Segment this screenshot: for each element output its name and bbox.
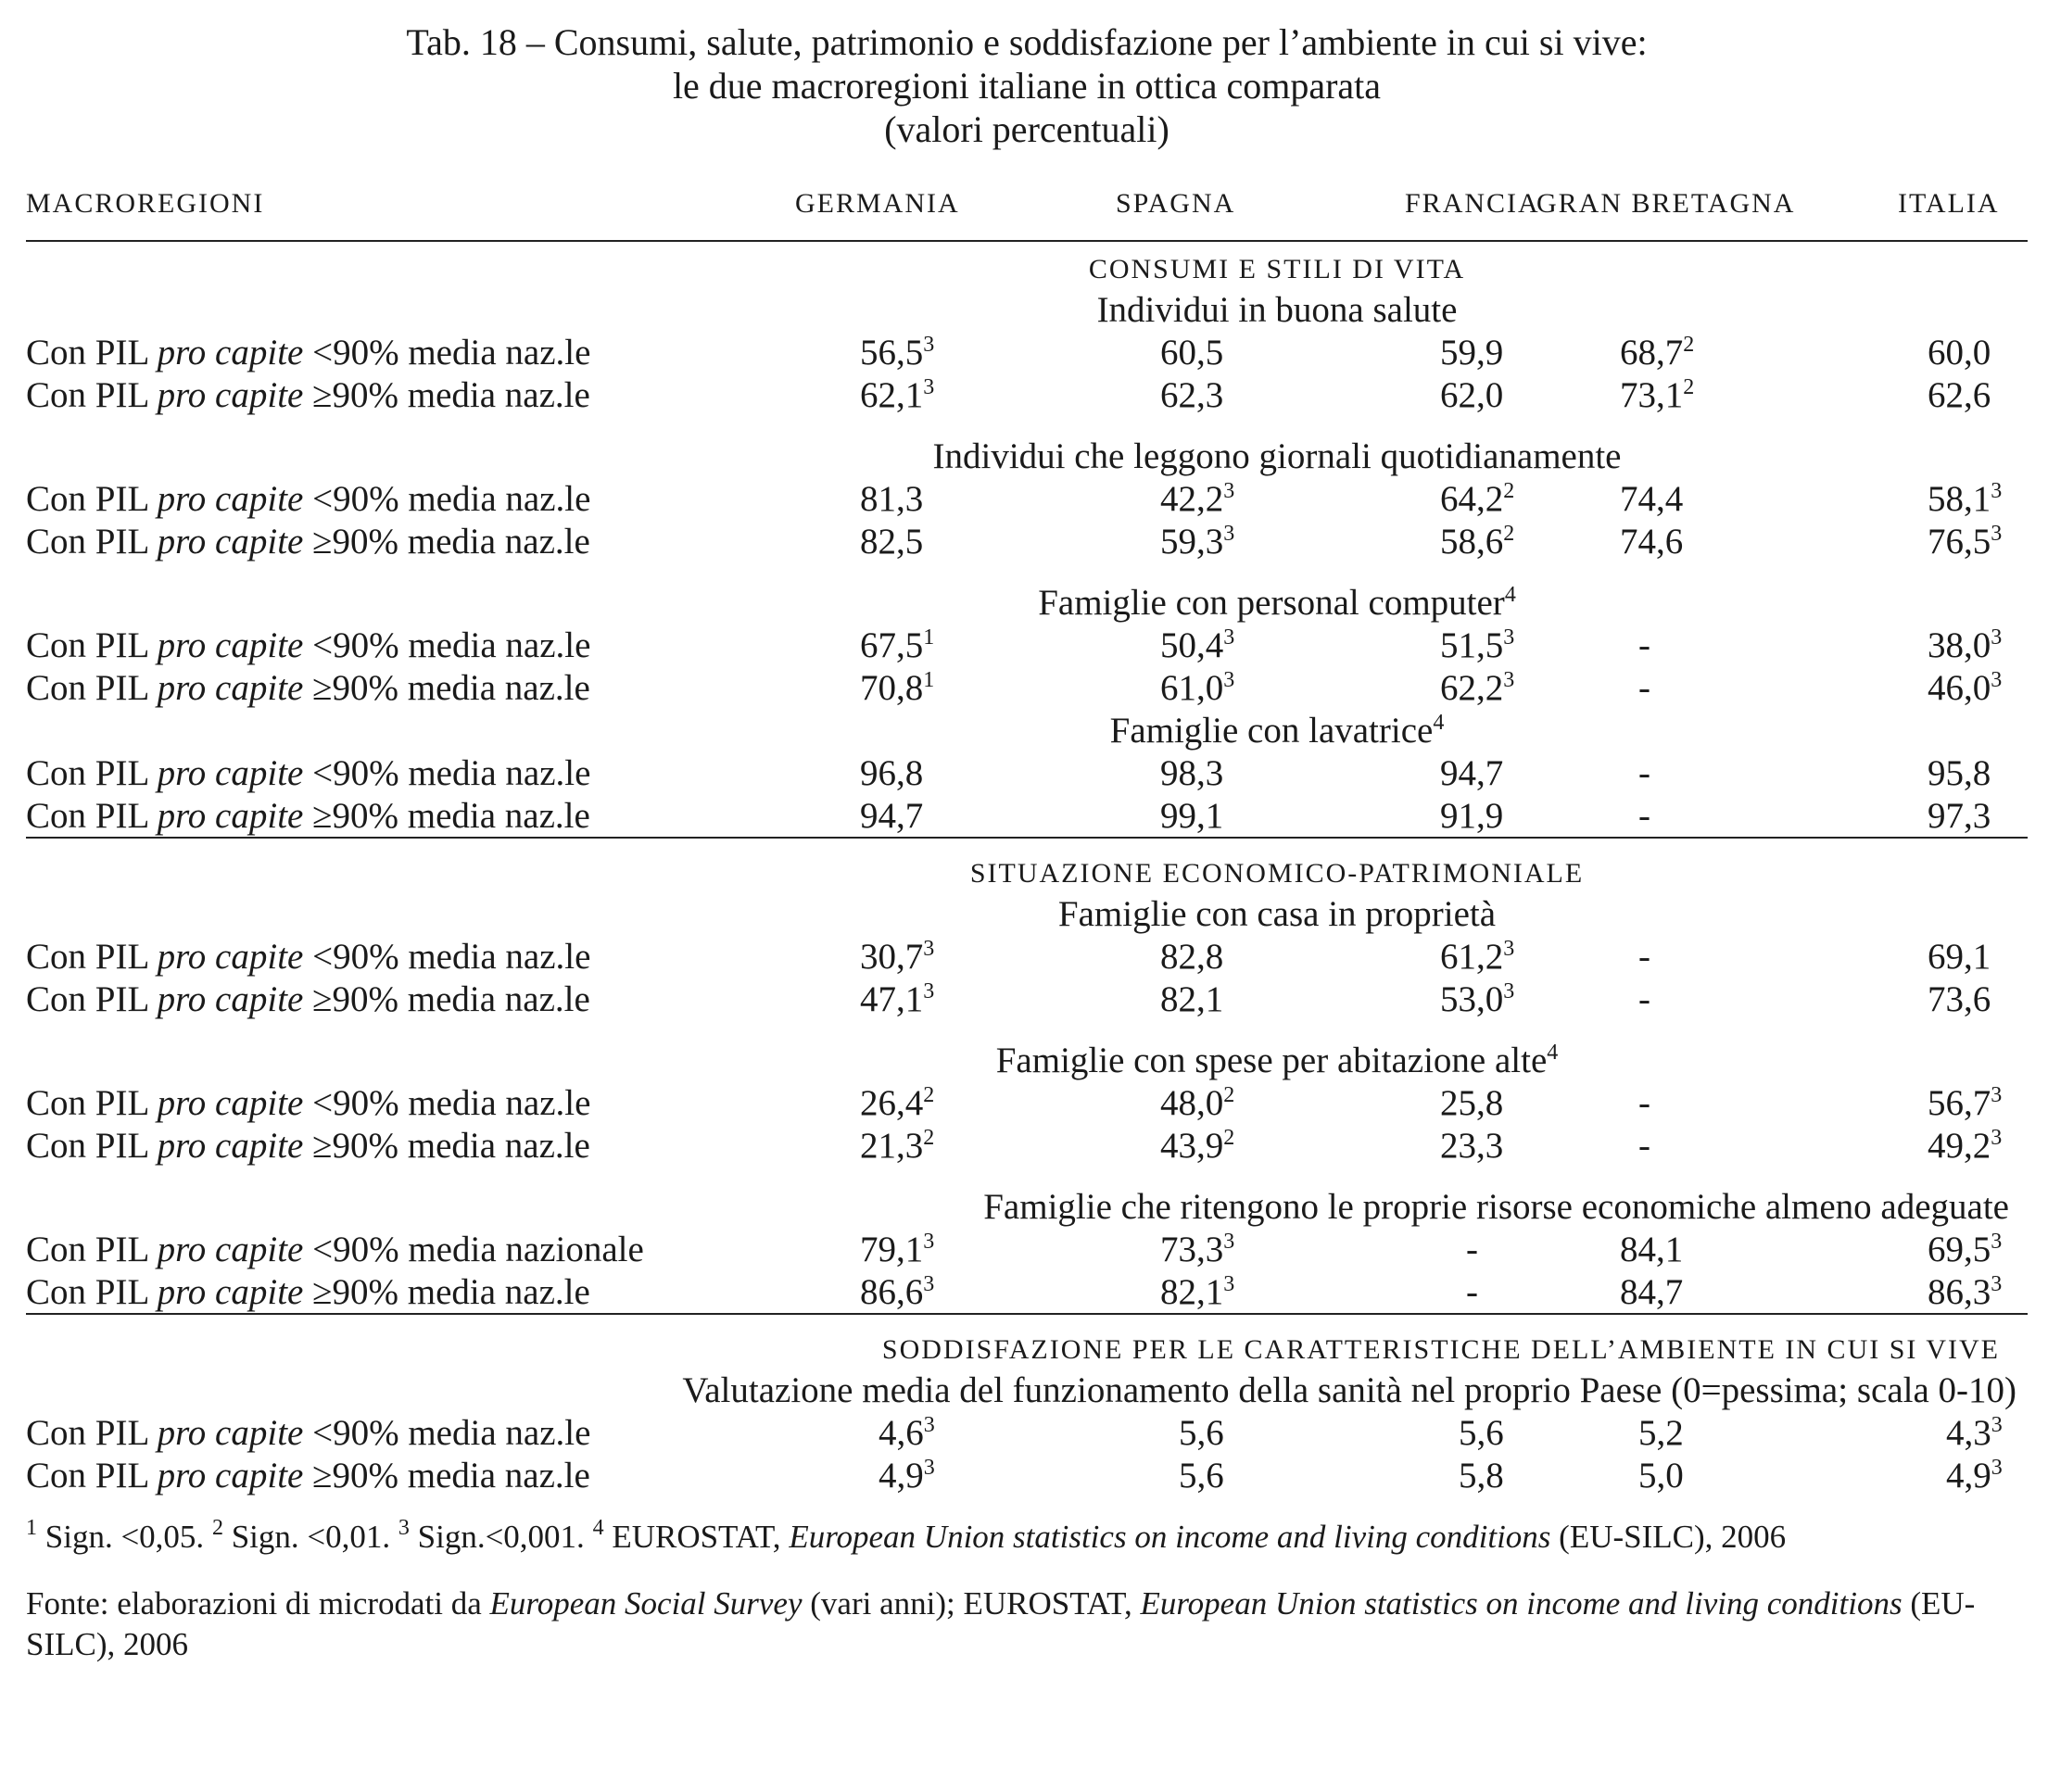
row-label: Con PIL pro capite ≥90% media naz.le	[26, 667, 590, 708]
table-row: Con PIL pro capite ≥90% media naz.le 62,1$^3$ 62,3 62,0 73,1$^2$ 62,6	[26, 374, 1991, 415]
cell-value: 73,3	[1160, 1229, 1224, 1269]
cell-value: 69,1	[1928, 936, 1991, 977]
title-line-2: le due macroregioni italiane in ottica comparata	[672, 65, 1382, 107]
row-label: Con PIL pro capite ≥90% media naz.le	[26, 795, 590, 836]
cell-value: 84,7	[1620, 1271, 1684, 1312]
cell-value: 60,0	[1928, 332, 1991, 372]
cell-value: 60,5	[1160, 332, 1224, 372]
cell-value: 67,5	[860, 625, 924, 665]
table-row: Con PIL pro capite <90% media naz.le 81,3 42,2$^3$ 64,2$^2$ 74,4 58,1$^3$	[26, 478, 2003, 519]
table-row: Con PIL pro capite <90% media nazionale 79,1$^3$ 73,3$^3$ - 84,1 69,5$^3$	[26, 1229, 2003, 1269]
table-title	[26, 20, 2028, 151]
cell-value: -	[1638, 1082, 1650, 1123]
cell-value: 5,6	[1459, 1412, 1504, 1453]
header-macroregioni: MACROREGIONI	[26, 188, 740, 241]
subsection-title: Individui in buona salute	[1096, 289, 1458, 330]
title-line-1: Tab. 18 – Consumi, salute, patrimonio e soddisfazione per l’ambiente in cui si vive:	[406, 21, 1648, 63]
cell-value: -	[1466, 1229, 1478, 1269]
cell-value: -	[1638, 1125, 1650, 1166]
header-francia: FRANCIA	[1277, 188, 1527, 241]
row-label: Con PIL pro capite ≥90% media naz.le	[26, 1125, 590, 1166]
table-row	[26, 794, 2028, 838]
row-label: Con PIL pro capite ≥90% media naz.le	[26, 1271, 590, 1312]
subsection-title: Valutazione media del funzionamento della sanità nel proprio Paese (0=pessima; scala 0-10)	[682, 1369, 2016, 1410]
cell-value: 4,9	[1946, 1455, 1991, 1495]
cell-value: 5,6	[1179, 1412, 1224, 1453]
cell-value: -	[1638, 625, 1650, 665]
subsection-title: Famiglie con lavatrice$^4$	[1109, 710, 1445, 751]
section-title: SITUAZIONE ECONOMICO-PATRIMONIALE	[26, 838, 2028, 892]
source-note: Fonte: elaborazioni di microdati da European Social Survey (vari anni); EUROSTAT, European Union statistics on income and living conditions (EU-SILC), 2006	[26, 1585, 1976, 1662]
table-row: Con PIL pro capite ≥90% media naz.le 47,1$^3$ 82,1 53,0$^3$ - 73,6	[26, 978, 1991, 1019]
table-row	[26, 751, 2028, 794]
cell-value: 68,7	[1620, 332, 1684, 372]
row-label: Con PIL pro capite <90% media naz.le	[26, 1082, 591, 1123]
cell-value: 86,6	[860, 1271, 924, 1312]
cell-value: 59,9	[1440, 332, 1504, 372]
cell-value: 4,6	[879, 1412, 924, 1453]
row-label: Con PIL pro capite <90% media naz.le	[26, 752, 591, 793]
subsection-title: Famiglie con casa in proprietà	[1057, 893, 1497, 934]
header-gran-bretagna: GRAN BRETAGNA	[1527, 188, 1805, 241]
row-label: Con PIL pro capite <90% media naz.le	[26, 625, 591, 665]
subsection-title: Famiglie che ritengono le proprie risorse economiche almeno adeguate	[983, 1186, 2009, 1227]
cell-value: -	[1638, 795, 1650, 836]
cell-value: 96,8	[860, 752, 924, 793]
cell-value: 43,9	[1160, 1125, 1224, 1166]
cell-value: -	[1638, 752, 1650, 793]
cell-value: 42,2	[1160, 478, 1224, 519]
table-row: Con PIL pro capite <90% media naz.le 26,4$^2$ 48,0$^2$ 25,8 - 56,7$^3$	[26, 1082, 2003, 1123]
section-title: SODDISFAZIONE PER LE CARATTERISTICHE DELL’AMBIENTE IN CUI SI VIVE	[26, 1314, 2028, 1369]
table-row: Con PIL pro capite <90% media naz.le $4,6^3$ 5,6 5,6 5,2 $4,3^3$	[26, 1412, 2003, 1453]
cell-value: 46,0	[1928, 667, 1991, 708]
table-document	[26, 20, 2028, 1665]
cell-value: -	[1638, 936, 1650, 977]
cell-value: 23,3	[1440, 1125, 1504, 1166]
header-italia: ITALIA	[1805, 188, 2028, 241]
cell-value: 99,1	[1160, 795, 1224, 836]
cell-value: 47,1	[860, 978, 924, 1019]
cell-value: 94,7	[1440, 752, 1504, 793]
table-row: Con PIL pro capite ≥90% media naz.le $4,9^3$ 5,6 5,8 5,0 $4,9^3$	[26, 1455, 2003, 1495]
cell-value: 82,1	[1160, 1271, 1224, 1312]
cell-value: 62,3	[1160, 374, 1224, 415]
cell-value: 53,0	[1440, 978, 1504, 1019]
cell-value: 82,1	[1160, 978, 1224, 1019]
row-label: Con PIL pro capite <90% media nazionale	[26, 1229, 644, 1269]
cell-value: 73,1	[1620, 374, 1684, 415]
cell-value: 64,2	[1440, 478, 1504, 519]
cell-value: 74,4	[1620, 478, 1684, 519]
section-title: CONSUMI E STILI DI VITA	[1088, 254, 1466, 284]
row-label: Con PIL pro capite <90% media naz.le	[26, 478, 591, 519]
cell-value: 76,5	[1928, 521, 1991, 562]
data-table	[26, 188, 2028, 1496]
cell-value: 62,0	[1440, 374, 1504, 415]
cell-value: 4,3	[1946, 1412, 1991, 1453]
cell-value: 38,0	[1928, 625, 1991, 665]
cell-value: 50,4	[1160, 625, 1224, 665]
cell-value: 25,8	[1440, 1082, 1504, 1123]
row-label: Con PIL pro capite <90% media naz.le	[26, 936, 591, 977]
table-row: Con PIL pro capite <90% media naz.le 67,5$^1$ 50,4$^3$ 51,5$^3$ - 38,0$^3$	[26, 625, 2003, 665]
cell-value: 82,5	[860, 521, 924, 562]
cell-value: 81,3	[860, 478, 924, 519]
cell-value: -	[1638, 978, 1650, 1019]
cell-value: 62,6	[1928, 374, 1991, 415]
cell-value: 69,5	[1928, 1229, 1991, 1269]
table-row: Con PIL pro capite <90% media naz.le 56,5$^3$ 60,5 59,9 68,7$^2$ 60,0	[26, 332, 1991, 372]
table-row: Con PIL pro capite ≥90% media naz.le 86,6$^3$ 82,1$^3$ - 84,7 86,3$^3$	[26, 1270, 2028, 1314]
cell-value: 51,5	[1440, 625, 1504, 665]
header-spagna: SPAGNA	[1018, 188, 1277, 241]
subsection-title: Famiglie con spese per abitazione alte$^4$	[995, 1040, 1559, 1080]
cell-value: -	[1466, 1271, 1478, 1312]
cell-value: 82,8	[1160, 936, 1224, 977]
row-label: Con PIL pro capite ≥90% media naz.le	[26, 374, 590, 415]
table-row: Con PIL pro capite ≥90% media naz.le 82,5 59,3$^3$ 58,6$^2$ 74,6 76,5$^3$	[26, 521, 2003, 562]
row-label: Con PIL pro capite ≥90% media naz.le	[26, 521, 590, 562]
cell-value: 4,9	[879, 1455, 924, 1495]
cell-value: 73,6	[1928, 978, 1991, 1019]
cell-value: 58,1	[1928, 478, 1991, 519]
cell-value: 70,8	[860, 667, 924, 708]
cell-value: 95,8	[1928, 752, 1991, 793]
cell-value: 5,0	[1638, 1455, 1684, 1495]
title-line-3: (valori percentuali)	[884, 108, 1169, 150]
cell-value: 56,7	[1928, 1082, 1991, 1123]
cell-value: 61,2	[1440, 936, 1504, 977]
table-row: Con PIL pro capite ≥90% media naz.le 21,3$^2$ 43,9$^2$ 23,3 - 49,2$^3$	[26, 1125, 2003, 1166]
cell-value: 26,4	[860, 1082, 924, 1123]
cell-value: 49,2	[1928, 1125, 1991, 1166]
row-label: Con PIL pro capite ≥90% media naz.le	[26, 978, 590, 1019]
cell-value: -	[1638, 667, 1650, 708]
cell-value: 62,1	[860, 374, 924, 415]
cell-value: 91,9	[1440, 795, 1504, 836]
cell-value: 97,3	[1928, 795, 1991, 836]
cell-value: 74,6	[1620, 521, 1684, 562]
cell-value: 62,2	[1440, 667, 1504, 708]
cell-value: 56,5	[860, 332, 924, 372]
cell-value: 21,3	[860, 1125, 924, 1166]
row-label: Con PIL pro capite <90% media naz.le	[26, 1412, 591, 1453]
header-germania: GERMANIA	[740, 188, 1018, 241]
header-row	[26, 188, 2028, 241]
subsection-title: Famiglie con personal computer$^4$	[1038, 582, 1516, 623]
row-label: Con PIL pro capite <90% media naz.le	[26, 332, 591, 372]
cell-value: 30,7	[860, 936, 924, 977]
cell-value: 5,2	[1638, 1412, 1684, 1453]
cell-value: 5,8	[1459, 1455, 1504, 1495]
cell-value: 5,6	[1179, 1455, 1224, 1495]
cell-value: 48,0	[1160, 1082, 1224, 1123]
footnotes: $^1$ Sign. <0,05. $^2$ Sign. <0,01. $^3$ Sign.<0,001. $^4$ EUROSTAT, European Union statistics on income and living conditions (EU-SILC), 2006	[26, 1516, 1787, 1555]
cell-value: 61,0	[1160, 667, 1224, 708]
cell-value: 94,7	[860, 795, 924, 836]
cell-value: 84,1	[1620, 1229, 1684, 1269]
cell-value: 79,1	[860, 1229, 924, 1269]
cell-value: 98,3	[1160, 752, 1224, 793]
row-label: Con PIL pro capite ≥90% media naz.le	[26, 1455, 590, 1495]
cell-value: 86,3	[1928, 1271, 1991, 1312]
cell-value: 59,3	[1160, 521, 1224, 562]
subsection-title: Individui che leggono giornali quotidianamente	[932, 435, 1622, 476]
cell-value: 58,6	[1440, 521, 1504, 562]
table-row: Con PIL pro capite ≥90% media naz.le 70,8$^1$ 61,0$^3$ 62,2$^3$ - 46,0$^3$	[26, 667, 2003, 708]
table-row: Con PIL pro capite <90% media naz.le 30,7$^3$ 82,8 61,2$^3$ - 69,1	[26, 936, 1991, 977]
